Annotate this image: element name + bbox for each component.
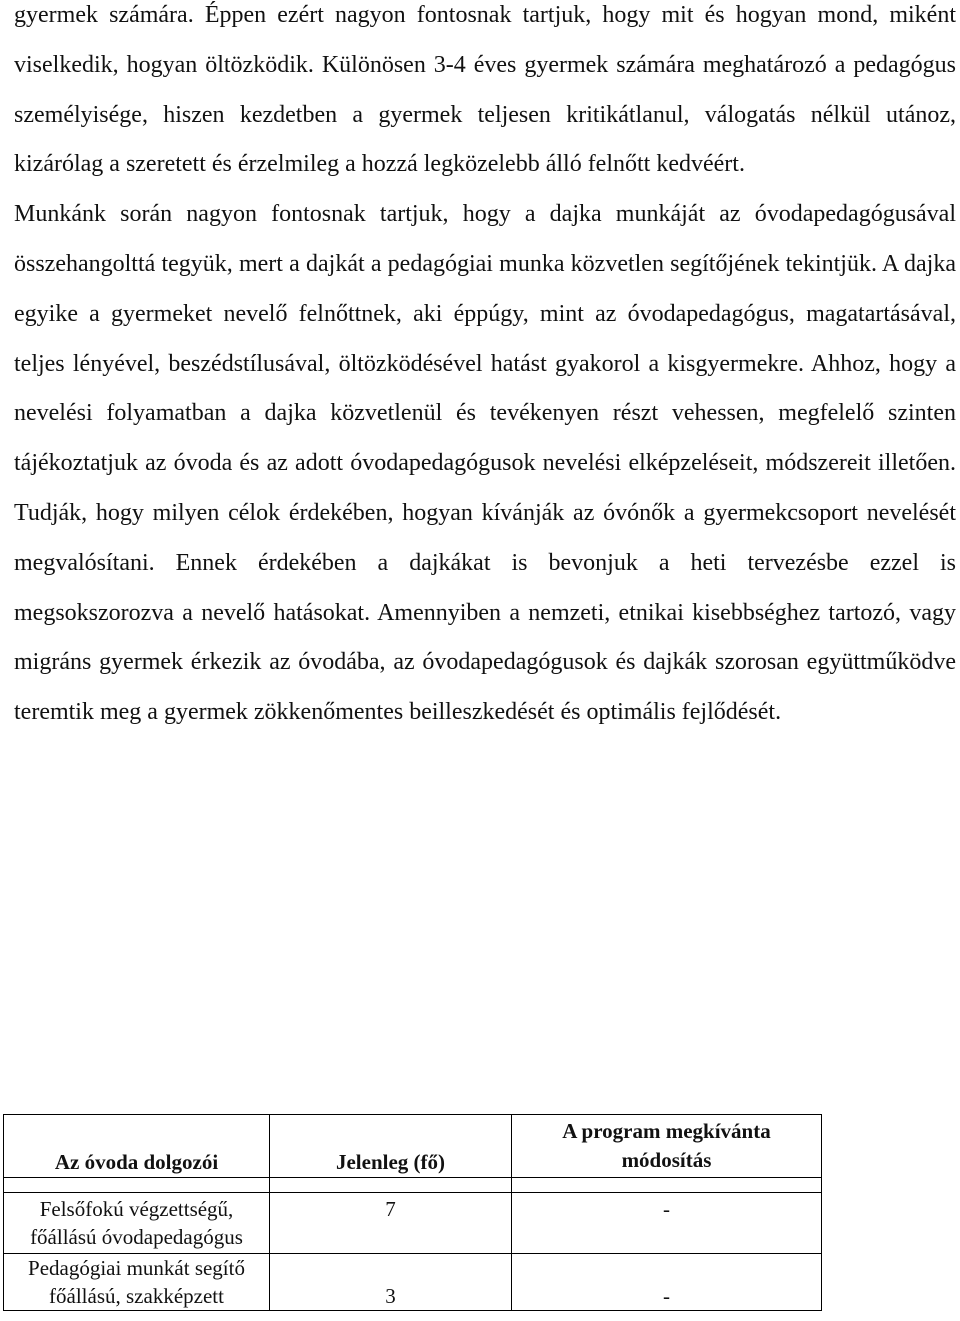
role-line1: Pedagógiai munkát segítő [28,1256,245,1280]
current-count-cell: 7 [270,1193,512,1254]
role-line2: főállású óvodapedagógus [30,1225,243,1249]
role-cell [4,1193,270,1254]
table-header-row [4,1115,822,1178]
table-row [4,1193,822,1254]
role-cell [4,1254,270,1311]
header-required [512,1115,822,1178]
paragraph-part-1: gyermek számára. Éppen ezért nagyon fontosnak tartjuk, hogy mit és hogyan mond, miként viselkedik, hogyan öltözködik. Különösen 3-4 éves gyermek számára meghatározó a pedagógus személyisége, hiszen kezdetben a gyermek teljesen kritikátlanul, válogatás nélkül utánoz, kizárólag a szeretett és érzelmileg a hozzá legközelebb álló felnőtt kedvéért. [14,2,956,178]
header-staff: Az óvoda dolgozói [4,1115,270,1178]
role-line2: főállású, szakképzett [49,1284,224,1308]
table-row [4,1254,822,1311]
required-change-cell: - [512,1254,822,1311]
role-line1: Felsőfokú végzettségű, [39,1197,234,1221]
header-required-line2: módosítás [621,1148,712,1172]
table-spacer-row [4,1178,822,1193]
paragraph-part-2: Munkánk során nagyon fontosnak tartjuk, hogy a dajka munkáját az óvodapedagógusával összehangolttá tegyük, mert a dajkát a pedagógiai munka közvetlen segítőjének tekintjük. A dajka egyike a gyermeket nevelő felnőttnek, aki éppúgy, mint az óvodapedagógus, magatartásával, teljes lényével, beszédstílusával, öltözködésével hatást gyakorol a kisgyermekre. Ahhoz, hogy a nevelési folyamatban a dajka közvetlenül és tevékenyen részt vehessen, megfelelő szinten tájékoztatjuk az óvoda és az adott óvodapedagógusok nevelési elképzeléseit, módszereit illetően. Tudják, hogy milyen célok érdekében, hogyan kívánják az óvónők a gyermekcsoport nevelését megvalósítani. Ennek érdekében a dajkákat is bevonjuk a heti tervezésbe ezzel is megsokszorozva a nevelő hatásokat. Amennyiben a nemzeti, etnikai kisebbséghez tartozó, vagy migráns gyermek érkezik az óvodába, az óvodapedagógusok és dajkák szorosan együttműködve teremtik meg a gyermek zökkenőmentes beilleszkedését és optimális fejlődését. [14,201,956,726]
required-change-cell: - [512,1193,822,1254]
header-current: Jelenleg (fő) [270,1115,512,1178]
body-paragraph [14,0,956,738]
current-count-cell: 3 [270,1254,512,1311]
header-required-line1: A program megkívánta [562,1119,771,1143]
staff-table [3,1114,822,1311]
